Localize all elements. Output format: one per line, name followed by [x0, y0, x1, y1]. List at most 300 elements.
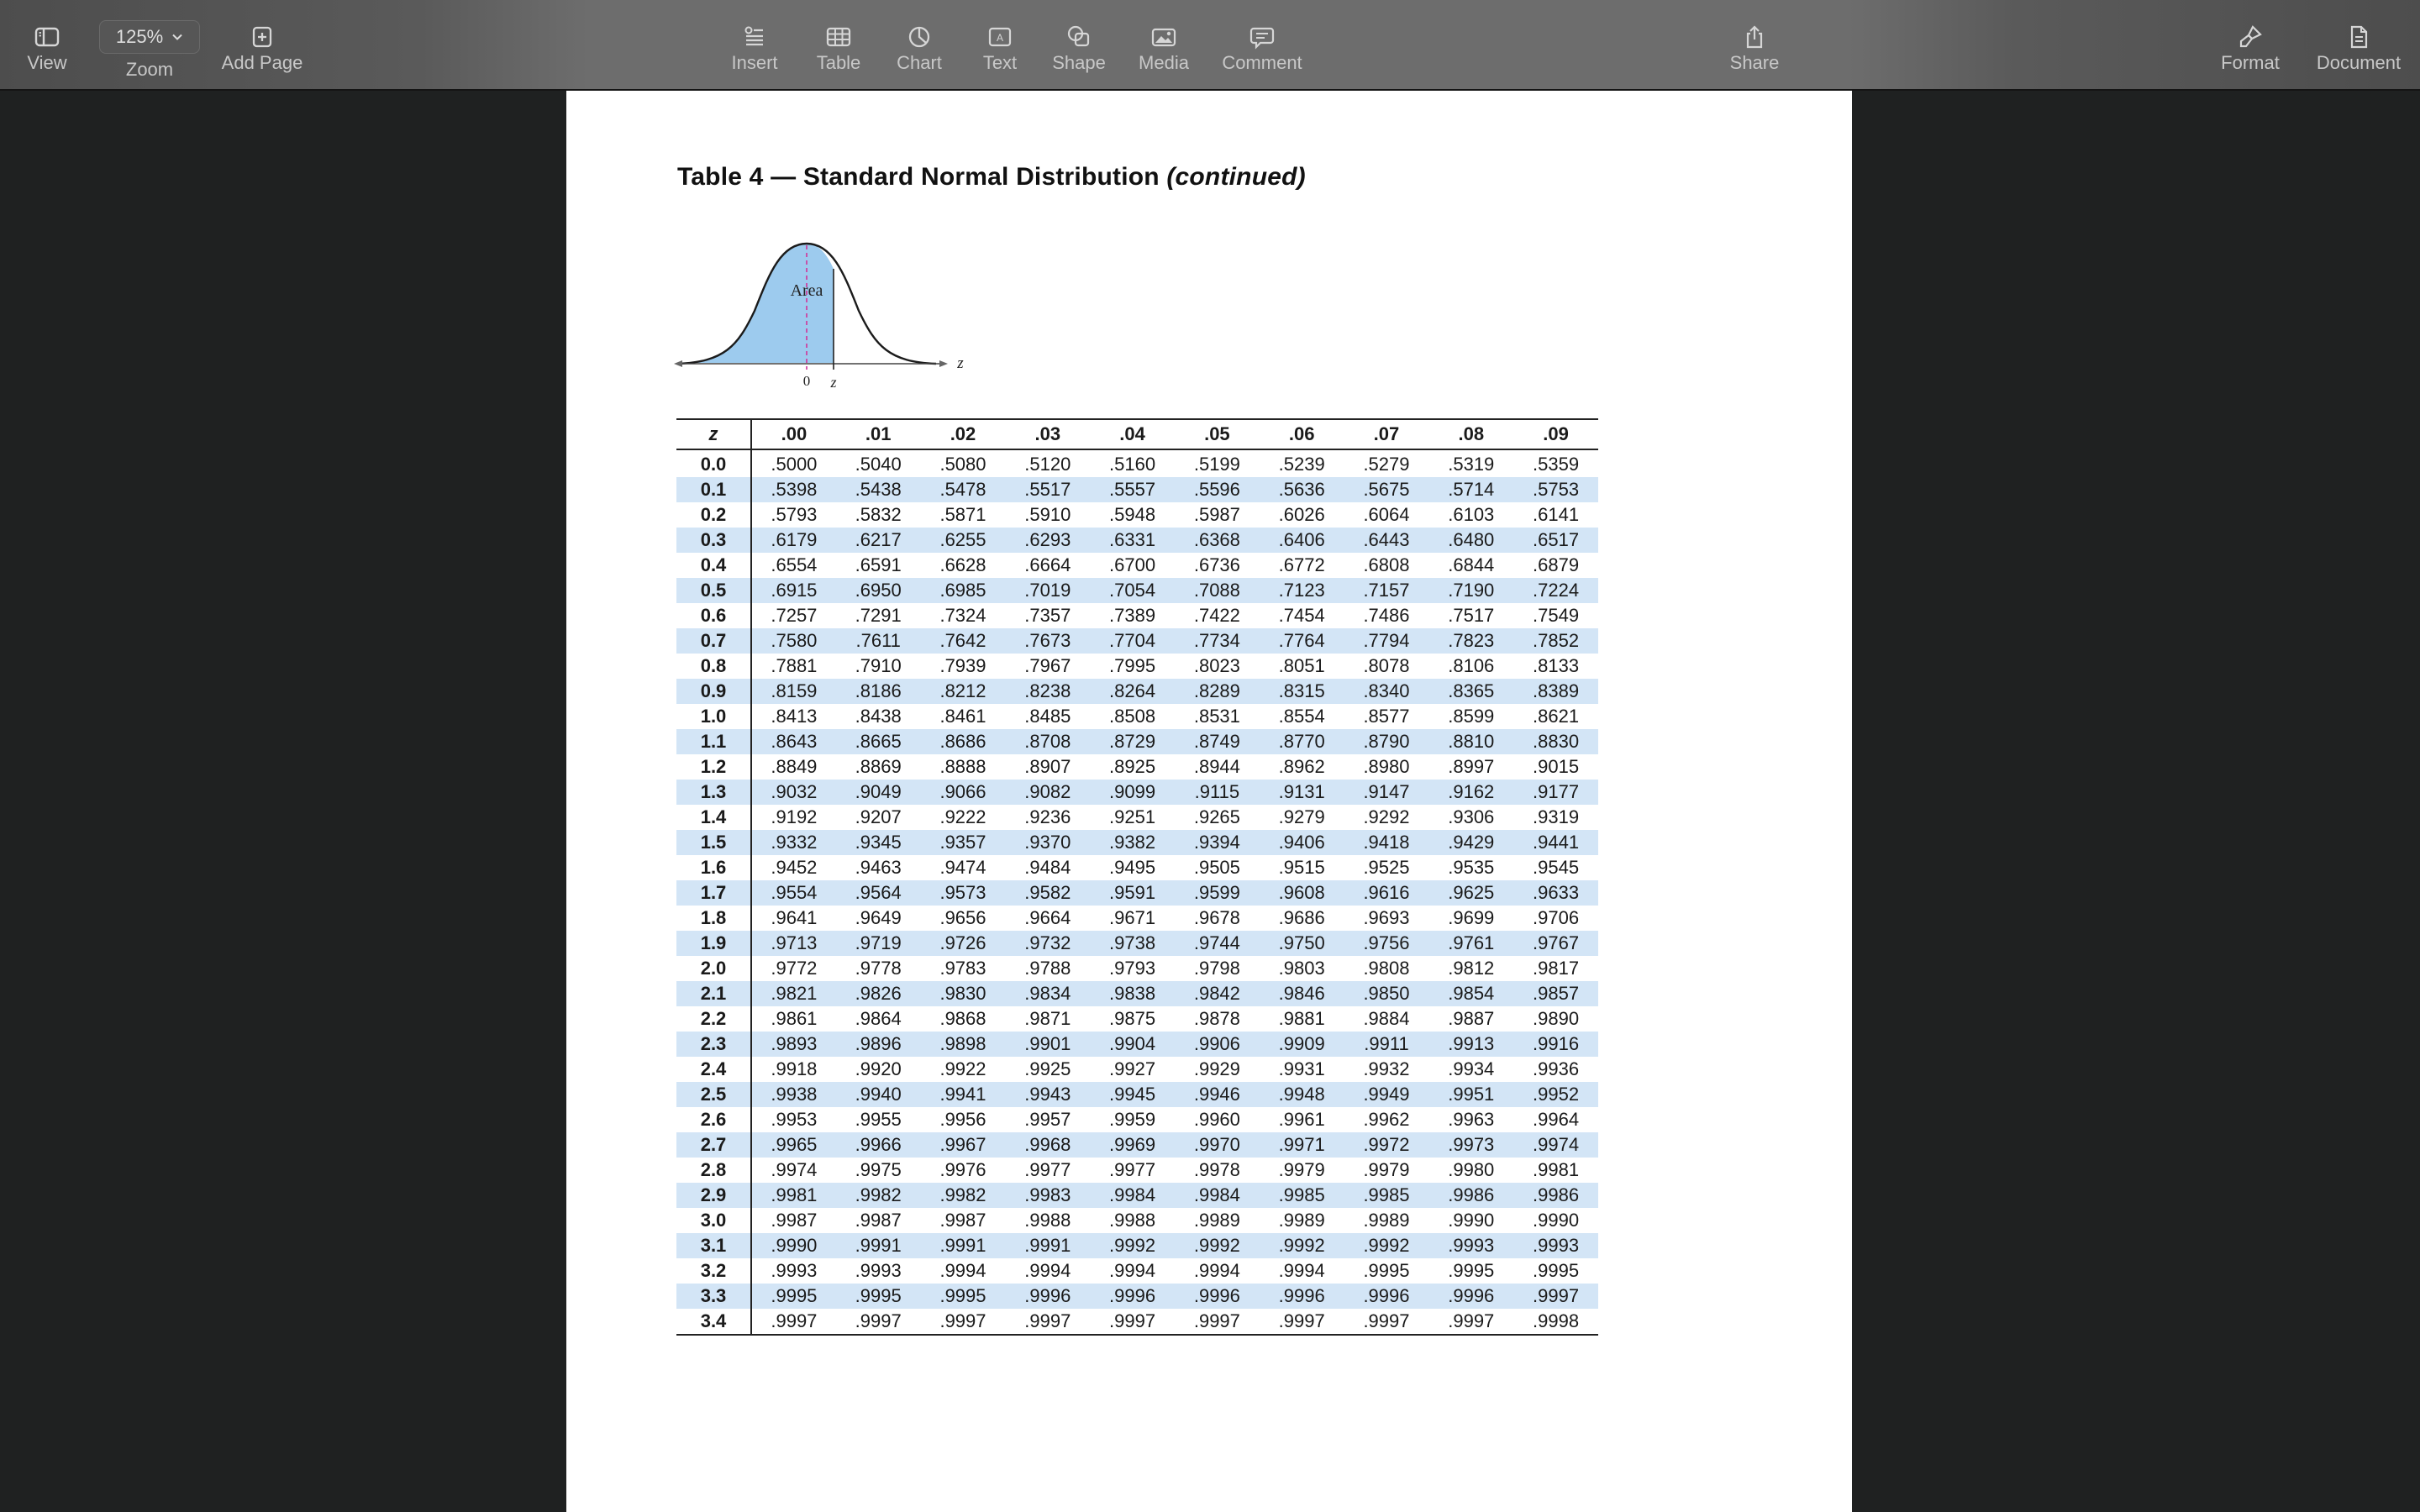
probability-cell: .9997	[855, 1310, 902, 1331]
text-button[interactable]	[970, 0, 1030, 89]
probability-cell: .9973	[1448, 1134, 1495, 1155]
probability-cell: .9147	[1363, 781, 1410, 802]
probability-cell: .6443	[1363, 529, 1410, 550]
table-row	[676, 553, 1598, 578]
probability-cell: .9864	[855, 1008, 902, 1029]
probability-cell: .9591	[1109, 882, 1156, 903]
probability-cell: .9726	[939, 932, 986, 953]
probability-cell: .9979	[1363, 1159, 1410, 1180]
probability-cell: .9929	[1193, 1058, 1240, 1079]
probability-cell: .8264	[1109, 680, 1156, 701]
probability-cell: .9875	[1109, 1008, 1156, 1029]
comment-button[interactable]	[1213, 0, 1311, 89]
probability-cell: .9984	[1109, 1184, 1156, 1205]
probability-cell: .7967	[1024, 655, 1071, 676]
table-row	[676, 603, 1598, 628]
probability-cell: .5596	[1193, 479, 1240, 500]
probability-cell: .9979	[1278, 1159, 1325, 1180]
probability-cell: .9994	[1278, 1260, 1325, 1281]
probability-cell: .9948	[1278, 1084, 1325, 1105]
probability-cell: .6331	[1109, 529, 1156, 550]
chart-button[interactable]	[889, 0, 950, 89]
probability-cell: .9997	[1363, 1310, 1410, 1331]
probability-cell: .9995	[939, 1285, 986, 1306]
probability-cell: .9821	[771, 983, 818, 1004]
probability-cell: .9989	[1363, 1210, 1410, 1231]
probability-cell: .9884	[1363, 1008, 1410, 1029]
column-header: .06	[1260, 419, 1344, 449]
area-label: Area	[790, 281, 823, 300]
probability-cell: .9931	[1278, 1058, 1325, 1079]
probability-cell: .9961	[1278, 1109, 1325, 1130]
probability-cell: .9990	[771, 1235, 818, 1256]
probability-cell: .9991	[1024, 1235, 1071, 1256]
probability-cell: .9693	[1363, 907, 1410, 928]
title-text: Table 4 — Standard Normal Distribution	[677, 163, 1160, 191]
table-row	[676, 956, 1598, 981]
table-row	[676, 880, 1598, 906]
probability-cell: .7454	[1278, 605, 1325, 626]
probability-cell: .8238	[1024, 680, 1071, 701]
probability-cell: .8289	[1193, 680, 1240, 701]
z-value-cell: 1.0	[676, 704, 751, 729]
insert-button[interactable]	[724, 0, 785, 89]
probability-cell: .9573	[939, 882, 986, 903]
table-row	[676, 704, 1598, 729]
table-row	[676, 628, 1598, 654]
probability-cell: .9525	[1363, 857, 1410, 878]
z-value-cell: 0.6	[676, 603, 751, 628]
probability-cell: .7611	[855, 630, 901, 651]
probability-cell: .9997	[771, 1310, 818, 1331]
zoom-select[interactable]	[99, 20, 200, 54]
probability-cell: .9945	[1109, 1084, 1156, 1105]
z-table	[676, 418, 1598, 1336]
probability-cell: .8023	[1193, 655, 1240, 676]
probability-cell: .5636	[1278, 479, 1325, 500]
table-row	[676, 754, 1598, 780]
probability-cell: .9965	[771, 1134, 818, 1155]
probability-cell: .9798	[1193, 958, 1240, 979]
probability-cell: .9990	[1448, 1210, 1495, 1231]
probability-cell: .5120	[1024, 454, 1071, 475]
probability-cell: .5832	[855, 504, 902, 525]
z-value-cell: 2.9	[676, 1183, 751, 1208]
probability-cell: .9986	[1533, 1184, 1580, 1205]
probability-cell: .9332	[771, 832, 818, 853]
probability-cell: .9826	[855, 983, 902, 1004]
probability-cell: .9927	[1109, 1058, 1156, 1079]
share-label: Share	[1729, 52, 1780, 73]
probability-cell: .9997	[1533, 1285, 1580, 1306]
table-row	[676, 1158, 1598, 1183]
probability-cell: .9750	[1278, 932, 1325, 953]
probability-cell: .8212	[939, 680, 986, 701]
probability-cell: .6772	[1278, 554, 1325, 575]
probability-cell: .5319	[1448, 454, 1495, 475]
probability-cell: .9998	[1533, 1310, 1580, 1331]
probability-cell: .9099	[1109, 781, 1156, 802]
z-label: z	[830, 374, 837, 391]
probability-cell: .8577	[1363, 706, 1410, 727]
probability-cell: .9015	[1533, 756, 1580, 777]
probability-cell: .5948	[1109, 504, 1156, 525]
probability-cell: .9956	[939, 1109, 986, 1130]
z-value-cell: 0.3	[676, 528, 751, 553]
column-header: .09	[1513, 419, 1598, 449]
probability-cell: .6808	[1363, 554, 1410, 575]
probability-cell: .9901	[1024, 1033, 1071, 1054]
probability-cell: .9966	[855, 1134, 902, 1155]
probability-cell: .5714	[1448, 479, 1495, 500]
probability-cell: .8599	[1448, 706, 1495, 727]
probability-cell: .5279	[1363, 454, 1410, 475]
probability-cell: .6591	[855, 554, 902, 575]
probability-cell: .5793	[771, 504, 818, 525]
probability-cell: .9996	[1278, 1285, 1325, 1306]
probability-cell: .5000	[771, 454, 818, 475]
probability-cell: .5910	[1024, 504, 1071, 525]
probability-cell: .9971	[1278, 1134, 1325, 1155]
probability-cell: .9429	[1448, 832, 1495, 853]
probability-cell: .9994	[1193, 1260, 1240, 1281]
probability-cell: .9732	[1024, 932, 1071, 953]
z-value-cell: 0.9	[676, 679, 751, 704]
probability-cell: .9582	[1024, 882, 1071, 903]
probability-cell: .8643	[771, 731, 818, 752]
table-button[interactable]	[808, 0, 869, 89]
probability-cell: .9803	[1278, 958, 1325, 979]
probability-cell: .9916	[1533, 1033, 1580, 1054]
table-row	[676, 1258, 1598, 1284]
axis-z-label: z	[957, 354, 964, 372]
probability-cell: .7157	[1363, 580, 1410, 601]
table-row	[676, 502, 1598, 528]
probability-cell: .9991	[939, 1235, 986, 1256]
toolbar	[0, 0, 2420, 91]
table-row	[676, 528, 1598, 553]
probability-cell: .9898	[939, 1033, 986, 1054]
probability-cell: .9920	[855, 1058, 902, 1079]
probability-cell: .7939	[939, 655, 986, 676]
probability-cell: .9991	[855, 1235, 902, 1256]
probability-cell: .9633	[1533, 882, 1580, 903]
document-button[interactable]	[2312, 0, 2405, 89]
z-value-cell: 2.4	[676, 1057, 751, 1082]
probability-cell: .9994	[1024, 1260, 1071, 1281]
axis-arrow-right	[939, 360, 948, 367]
probability-cell: .9599	[1193, 882, 1240, 903]
z-value-cell: 1.2	[676, 754, 751, 780]
probability-cell: .9992	[1193, 1235, 1240, 1256]
z-value-cell: 0.8	[676, 654, 751, 679]
probability-cell: .9997	[939, 1310, 986, 1331]
probability-cell: .6700	[1109, 554, 1156, 575]
table-row	[676, 1284, 1598, 1309]
probability-cell: .9969	[1109, 1134, 1156, 1155]
probability-cell: .9997	[1193, 1310, 1240, 1331]
z-value-cell: 0.1	[676, 477, 751, 502]
probability-cell: .9996	[1363, 1285, 1410, 1306]
probability-cell: .9418	[1363, 832, 1410, 853]
probability-cell: .9996	[1024, 1285, 1071, 1306]
probability-cell: .9495	[1109, 857, 1156, 878]
probability-cell: .7019	[1024, 580, 1071, 601]
probability-cell: .9783	[939, 958, 986, 979]
probability-cell: .7764	[1278, 630, 1325, 651]
probability-cell: .5871	[939, 504, 986, 525]
probability-cell: .6628	[939, 554, 986, 575]
probability-cell: .9767	[1533, 932, 1580, 953]
shaded-area	[679, 244, 834, 363]
probability-cell: .6064	[1363, 504, 1410, 525]
z-value-cell: 0.7	[676, 628, 751, 654]
table-row	[676, 729, 1598, 754]
shape-button[interactable]	[1049, 0, 1109, 89]
svg-text:A: A	[996, 32, 1004, 44]
probability-cell: .9967	[939, 1134, 986, 1155]
probability-cell: .6554	[771, 554, 818, 575]
probability-cell: .8962	[1278, 756, 1325, 777]
probability-cell: .7642	[939, 630, 986, 651]
probability-cell: .8749	[1193, 731, 1240, 752]
probability-cell: .9955	[855, 1109, 902, 1130]
z-value-cell: 3.0	[676, 1208, 751, 1233]
probability-cell: .9985	[1278, 1184, 1325, 1205]
probability-cell: .7054	[1109, 580, 1156, 601]
format-button[interactable]	[2213, 0, 2287, 89]
probability-cell: .7881	[771, 655, 818, 676]
z-value-cell: 0.2	[676, 502, 751, 528]
probability-cell: .7088	[1193, 580, 1240, 601]
probability-cell: .7910	[855, 655, 902, 676]
column-header: .03	[1005, 419, 1090, 449]
probability-cell: .9934	[1448, 1058, 1495, 1079]
probability-cell: .9980	[1448, 1159, 1495, 1180]
probability-cell: .9985	[1363, 1184, 1410, 1205]
probability-cell: .9292	[1363, 806, 1410, 827]
probability-cell: .9656	[939, 907, 986, 928]
probability-cell: .9857	[1533, 983, 1580, 1004]
probability-cell: .7389	[1109, 605, 1156, 626]
probability-cell: .6664	[1024, 554, 1071, 575]
probability-cell: .9988	[1109, 1210, 1156, 1231]
z-value-cell: 0.5	[676, 578, 751, 603]
z-column-header: z	[676, 419, 751, 449]
share-button[interactable]	[1724, 0, 1785, 89]
probability-cell: .9997	[1109, 1310, 1156, 1331]
view-button[interactable]	[18, 0, 76, 89]
probability-cell: .5753	[1533, 479, 1580, 500]
probability-cell: .9162	[1448, 781, 1495, 802]
probability-cell: .7357	[1024, 605, 1071, 626]
probability-cell: .9192	[771, 806, 818, 827]
probability-cell: .9978	[1193, 1159, 1240, 1180]
probability-cell: .9671	[1109, 907, 1156, 928]
probability-cell: .9904	[1109, 1033, 1156, 1054]
probability-cell: .5517	[1024, 479, 1071, 500]
probability-cell: .8925	[1109, 756, 1156, 777]
probability-cell: .9222	[939, 806, 986, 827]
zoom-control[interactable]	[96, 0, 203, 89]
document-page[interactable]	[566, 91, 1852, 1512]
probability-cell: .6950	[855, 580, 902, 601]
probability-cell: .9842	[1193, 983, 1240, 1004]
table-row	[676, 1309, 1598, 1335]
probability-cell: .9982	[939, 1184, 986, 1205]
z-value-cell: 1.5	[676, 830, 751, 855]
probability-cell: .9976	[939, 1159, 986, 1180]
probability-cell: .9995	[771, 1285, 818, 1306]
probability-cell: .9306	[1448, 806, 1495, 827]
probability-cell: .9946	[1193, 1084, 1240, 1105]
probability-cell: .9564	[855, 882, 902, 903]
column-header: .05	[1175, 419, 1260, 449]
shape-label: Shape	[1052, 52, 1106, 73]
probability-cell: .8621	[1533, 706, 1580, 727]
probability-cell: .9974	[771, 1159, 818, 1180]
probability-cell: .9545	[1533, 857, 1580, 878]
media-label: Media	[1139, 52, 1189, 73]
probability-cell: .9981	[771, 1184, 818, 1205]
add-page-button[interactable]	[217, 0, 308, 89]
toolbar-divider	[2304, 25, 2306, 50]
column-header: .07	[1344, 419, 1429, 449]
probability-cell: .5478	[939, 479, 986, 500]
probability-cell: .8365	[1448, 680, 1495, 701]
probability-cell: .6293	[1024, 529, 1071, 550]
z-value-cell: 2.5	[676, 1082, 751, 1107]
z-value-cell: 0.4	[676, 553, 751, 578]
probability-cell: .9996	[1109, 1285, 1156, 1306]
probability-cell: .9881	[1278, 1008, 1325, 1029]
probability-cell: .9893	[771, 1033, 818, 1054]
probability-cell: .8830	[1533, 731, 1580, 752]
probability-cell: .8980	[1363, 756, 1410, 777]
media-button[interactable]	[1131, 0, 1197, 89]
table-row	[676, 830, 1598, 855]
probability-cell: .8770	[1278, 731, 1325, 752]
probability-cell: .6844	[1448, 554, 1495, 575]
probability-cell: .9993	[1448, 1235, 1495, 1256]
probability-cell: .9846	[1278, 983, 1325, 1004]
probability-cell: .9988	[1024, 1210, 1071, 1231]
z-value-cell: 0.0	[676, 449, 751, 477]
z-value-cell: 1.7	[676, 880, 751, 906]
probability-cell: .9738	[1109, 932, 1156, 953]
probability-cell: .6179	[771, 529, 818, 550]
probability-cell: .9992	[1278, 1235, 1325, 1256]
probability-cell: .9394	[1193, 832, 1240, 853]
probability-cell: .9608	[1278, 882, 1325, 903]
probability-cell: .9131	[1278, 781, 1325, 802]
probability-cell: .9940	[855, 1084, 902, 1105]
probability-cell: .7704	[1109, 630, 1156, 651]
probability-cell: .9382	[1109, 832, 1156, 853]
probability-cell: .9834	[1024, 983, 1071, 1004]
z-value-cell: 2.8	[676, 1158, 751, 1183]
probability-cell: .7549	[1533, 605, 1580, 626]
probability-cell: .6879	[1533, 554, 1580, 575]
probability-cell: .9641	[771, 907, 818, 928]
table-row	[676, 1183, 1598, 1208]
probability-cell: .6517	[1533, 529, 1580, 550]
probability-cell: .9959	[1109, 1109, 1156, 1130]
probability-cell: .9896	[855, 1033, 902, 1054]
probability-cell: .5675	[1363, 479, 1410, 500]
table-row	[676, 1208, 1598, 1233]
probability-cell: .9890	[1533, 1008, 1580, 1029]
format-label: Format	[2221, 52, 2280, 73]
table-row	[676, 981, 1598, 1006]
probability-cell: .5438	[855, 479, 902, 500]
probability-cell: .8790	[1363, 731, 1410, 752]
normal-curve-figure	[674, 218, 973, 391]
probability-cell: .9995	[855, 1285, 902, 1306]
probability-cell: .6026	[1278, 504, 1325, 525]
probability-cell: .8159	[771, 680, 818, 701]
probability-cell: .9484	[1024, 857, 1071, 878]
probability-cell: .9699	[1448, 907, 1495, 928]
probability-cell: .9997	[1278, 1310, 1325, 1331]
table-row	[676, 449, 1598, 477]
probability-cell: .9964	[1533, 1109, 1580, 1130]
probability-cell: .9989	[1278, 1210, 1325, 1231]
probability-cell: .9878	[1193, 1008, 1240, 1029]
probability-cell: .9778	[855, 958, 902, 979]
probability-cell: .9913	[1448, 1033, 1495, 1054]
probability-cell: .8869	[855, 756, 902, 777]
probability-cell: .7422	[1193, 605, 1240, 626]
probability-cell: .9972	[1363, 1134, 1410, 1155]
table-row	[676, 855, 1598, 880]
probability-cell: .9319	[1533, 806, 1580, 827]
probability-cell: .8340	[1363, 680, 1410, 701]
probability-cell: .9952	[1533, 1084, 1580, 1105]
table-row	[676, 780, 1598, 805]
column-header: .04	[1090, 419, 1175, 449]
probability-cell: .9279	[1278, 806, 1325, 827]
probability-cell: .8665	[855, 731, 902, 752]
probability-cell: .9994	[939, 1260, 986, 1281]
probability-cell: .8810	[1448, 731, 1495, 752]
z-value-cell: 1.9	[676, 931, 751, 956]
probability-cell: .9706	[1533, 907, 1580, 928]
probability-cell: .8531	[1193, 706, 1240, 727]
probability-cell: .9463	[855, 857, 902, 878]
table-row	[676, 931, 1598, 956]
probability-cell: .9974	[1533, 1134, 1580, 1155]
table-row	[676, 805, 1598, 830]
probability-cell: .7823	[1448, 630, 1495, 651]
table-label: Table	[816, 52, 861, 73]
probability-cell: .8106	[1448, 655, 1495, 676]
z-value-cell: 1.6	[676, 855, 751, 880]
probability-cell: .9830	[939, 983, 986, 1004]
probability-cell: .9960	[1193, 1109, 1240, 1130]
probability-cell: .9989	[1193, 1210, 1240, 1231]
probability-cell: .9554	[771, 882, 818, 903]
probability-cell: .9932	[1363, 1058, 1410, 1079]
column-header: .02	[921, 419, 1006, 449]
probability-cell: .6368	[1193, 529, 1240, 550]
table-row	[676, 1132, 1598, 1158]
probability-cell: .9941	[939, 1084, 986, 1105]
probability-cell: .6406	[1278, 529, 1325, 550]
table-row	[676, 679, 1598, 704]
probability-cell: .9370	[1024, 832, 1071, 853]
probability-cell: .7794	[1363, 630, 1410, 651]
